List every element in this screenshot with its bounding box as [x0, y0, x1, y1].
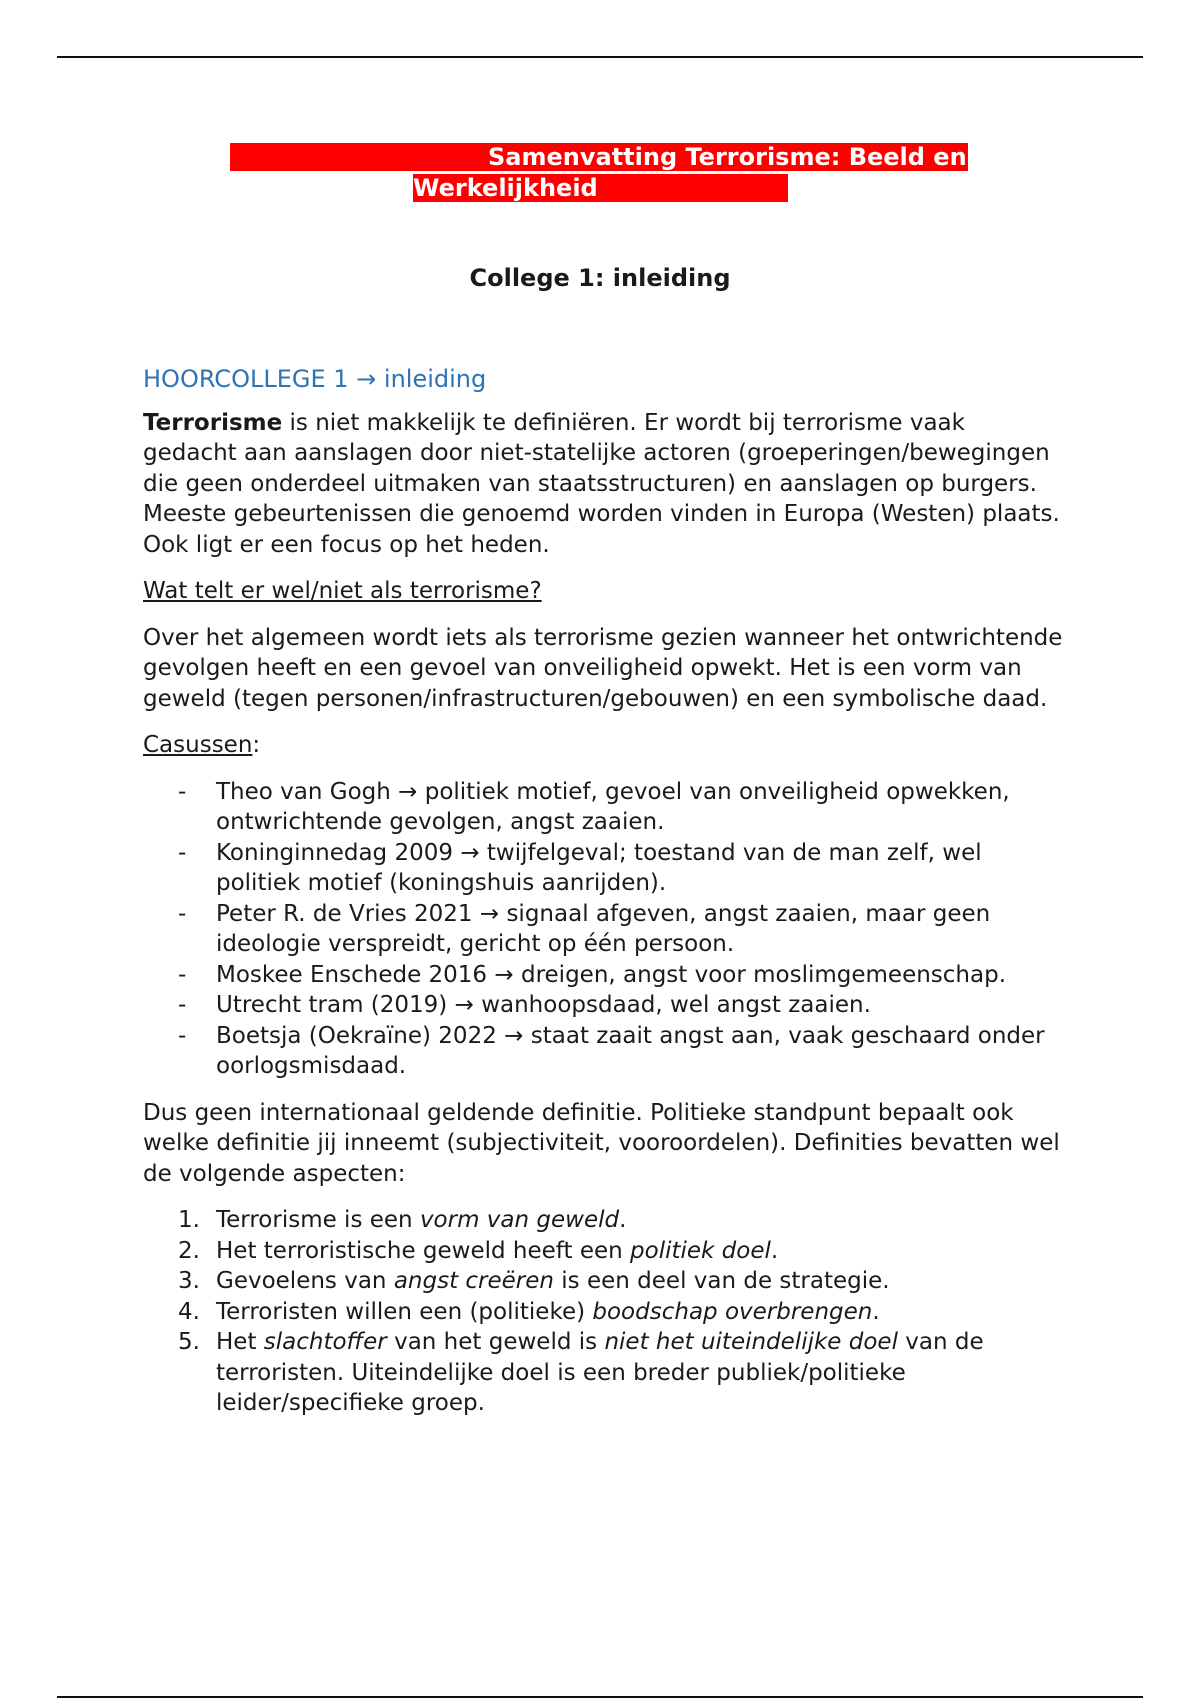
hoorcollege-heading: [143, 364, 1063, 395]
aspect-emphasis: slachtoffer: [263, 1329, 387, 1355]
case-text: dreigen, angst voor moslimgemeenschap.: [520, 961, 1007, 988]
case-text: signaal afgeven, angst zaaien, maar geen ideologie verspreidt, gericht op één persoon.: [216, 900, 991, 957]
casussen-colon: :: [252, 732, 261, 758]
arrow-right-icon: →: [504, 1022, 524, 1049]
dash-bullet: -: [178, 900, 187, 927]
arrow-right-icon: →: [494, 961, 514, 988]
list-number: 2.: [178, 1237, 200, 1264]
aspect-text: Terroristen willen een (politieke): [216, 1298, 593, 1325]
list-item: [143, 1327, 1063, 1419]
bottom-rule: [57, 1696, 1143, 1698]
arrow-right-icon: →: [398, 778, 418, 805]
aspect-text: .: [619, 1207, 627, 1233]
intro-text: is niet makkelijk te definiëren. Er wordt bij terrorisme vaak gedacht aan aanslagen door niet-statelijke actoren (groeperingen/bewegingen die geen onderdeel uitmaken van staatsstructuren) en aanslagen op burgers. Meeste gebeurtenissen die genoemd worden vinden in Europa (Westen) plaats. Ook ligt er een focus op het heden.: [143, 409, 1060, 558]
intro-term: Terrorisme: [143, 409, 283, 436]
aspect-text: van de terroristen. Uiteindelijke doel is een breder publiek/politieke leider/specifieke groep.: [216, 1329, 984, 1416]
arrow-right-icon: →: [454, 992, 474, 1018]
dash-bullet: -: [178, 839, 187, 866]
casussen-heading-text: Casussen: [143, 732, 253, 758]
arrow-right-icon: →: [356, 365, 377, 393]
title-line-2: Werkelijkheid: [413, 174, 788, 202]
aspect-emphasis: angst creëren: [393, 1268, 554, 1294]
dash-bullet: -: [178, 1022, 187, 1049]
casussen-list: [143, 777, 1063, 1082]
question-heading-text: Wat telt er wel/niet als terrorisme?: [143, 578, 542, 604]
aspect-text: Het: [216, 1329, 264, 1355]
aspect-text: .: [770, 1237, 779, 1264]
definition-paragraph: Dus geen internationaal geldende definitie. Politieke standpunt bepaalt ook welke definitie jij inneemt (subjectiviteit, vooroordelen). Definities bevatten wel de volgende aspecten:: [143, 1099, 1060, 1187]
case-subject: Moskee Enschede 2016: [216, 961, 488, 988]
question-heading: [143, 576, 1063, 607]
hoorcollege-label: inleiding: [383, 365, 487, 393]
list-item: [143, 899, 1063, 960]
list-item: [143, 1236, 1063, 1267]
list-item: [143, 838, 1063, 899]
list-item: [143, 1205, 1063, 1236]
case-text: wanhoopsdaad, wel angst zaaien.: [481, 992, 871, 1018]
top-rule: [57, 56, 1143, 58]
list-number: 5.: [178, 1329, 200, 1355]
arrow-right-icon: →: [479, 900, 500, 927]
list-item: [143, 1266, 1063, 1297]
aspect-emphasis: niet het uiteindelijke doel: [604, 1329, 898, 1355]
dash-bullet: -: [178, 992, 187, 1018]
intro-paragraph: [143, 408, 1063, 561]
dash-bullet: -: [178, 778, 187, 805]
list-number: 4.: [178, 1298, 200, 1325]
case-subject: Koninginnedag 2009: [216, 839, 453, 866]
list-item: [143, 960, 1063, 991]
case-subject: Peter R. de Vries 2021: [216, 900, 473, 927]
case-text: twijfelgeval; toestand van de man zelf, wel politiek motief (koningshuis aanrijden).: [216, 839, 982, 896]
aspect-text: Terrorisme is een: [216, 1207, 420, 1233]
list-item: [143, 1021, 1063, 1082]
aspect-emphasis: politiek doel: [630, 1237, 771, 1264]
aspect-text: Het terroristische geweld heeft een: [216, 1237, 631, 1264]
aspect-text: Gevoelens van: [216, 1268, 394, 1294]
aspect-text: van het geweld is: [386, 1329, 605, 1355]
case-subject: Utrecht tram (2019): [216, 992, 448, 1018]
casussen-heading: [143, 730, 1063, 761]
aspect-text: .: [872, 1298, 880, 1325]
document-body: [143, 364, 1063, 1419]
list-item: [143, 990, 1063, 1021]
list-item: [143, 1297, 1063, 1328]
list-number: 3.: [178, 1268, 200, 1294]
title-line-1: Samenvatting Terrorisme: Beeld en: [230, 143, 968, 171]
aspect-emphasis: vorm van geweld: [419, 1207, 620, 1233]
aspect-text: is een deel van de strategie.: [553, 1268, 890, 1294]
aspect-emphasis: boodschap overbrengen: [592, 1298, 873, 1325]
list-item: [143, 777, 1063, 838]
case-subject: Theo van Gogh: [216, 778, 391, 805]
hoorcollege-prefix: HOORCOLLEGE 1: [143, 365, 349, 393]
arrow-right-icon: →: [460, 839, 480, 866]
case-text: politiek motief, gevoel van onveiligheid opwekken, ontwrichtende gevolgen, angst zaaien.: [216, 778, 1010, 835]
list-number: 1.: [178, 1207, 200, 1233]
case-text: staat zaait angst aan, vaak geschaard onder oorlogsmisdaad.: [216, 1022, 1045, 1079]
dash-bullet: -: [178, 961, 187, 988]
case-subject: Boetsja (Oekraïne) 2022: [216, 1022, 497, 1049]
aspects-list: [143, 1205, 1063, 1419]
college-heading: College 1: inleiding: [469, 264, 731, 292]
general-paragraph: Over het algemeen wordt iets als terrorisme gezien wanneer het ontwrichtende gevolgen heeft en een gevoel van onveiligheid opwekt. Het is een vorm van geweld (tegen personen/infrastructuren/gebouwen) en een symbolische daad.: [143, 624, 1063, 712]
